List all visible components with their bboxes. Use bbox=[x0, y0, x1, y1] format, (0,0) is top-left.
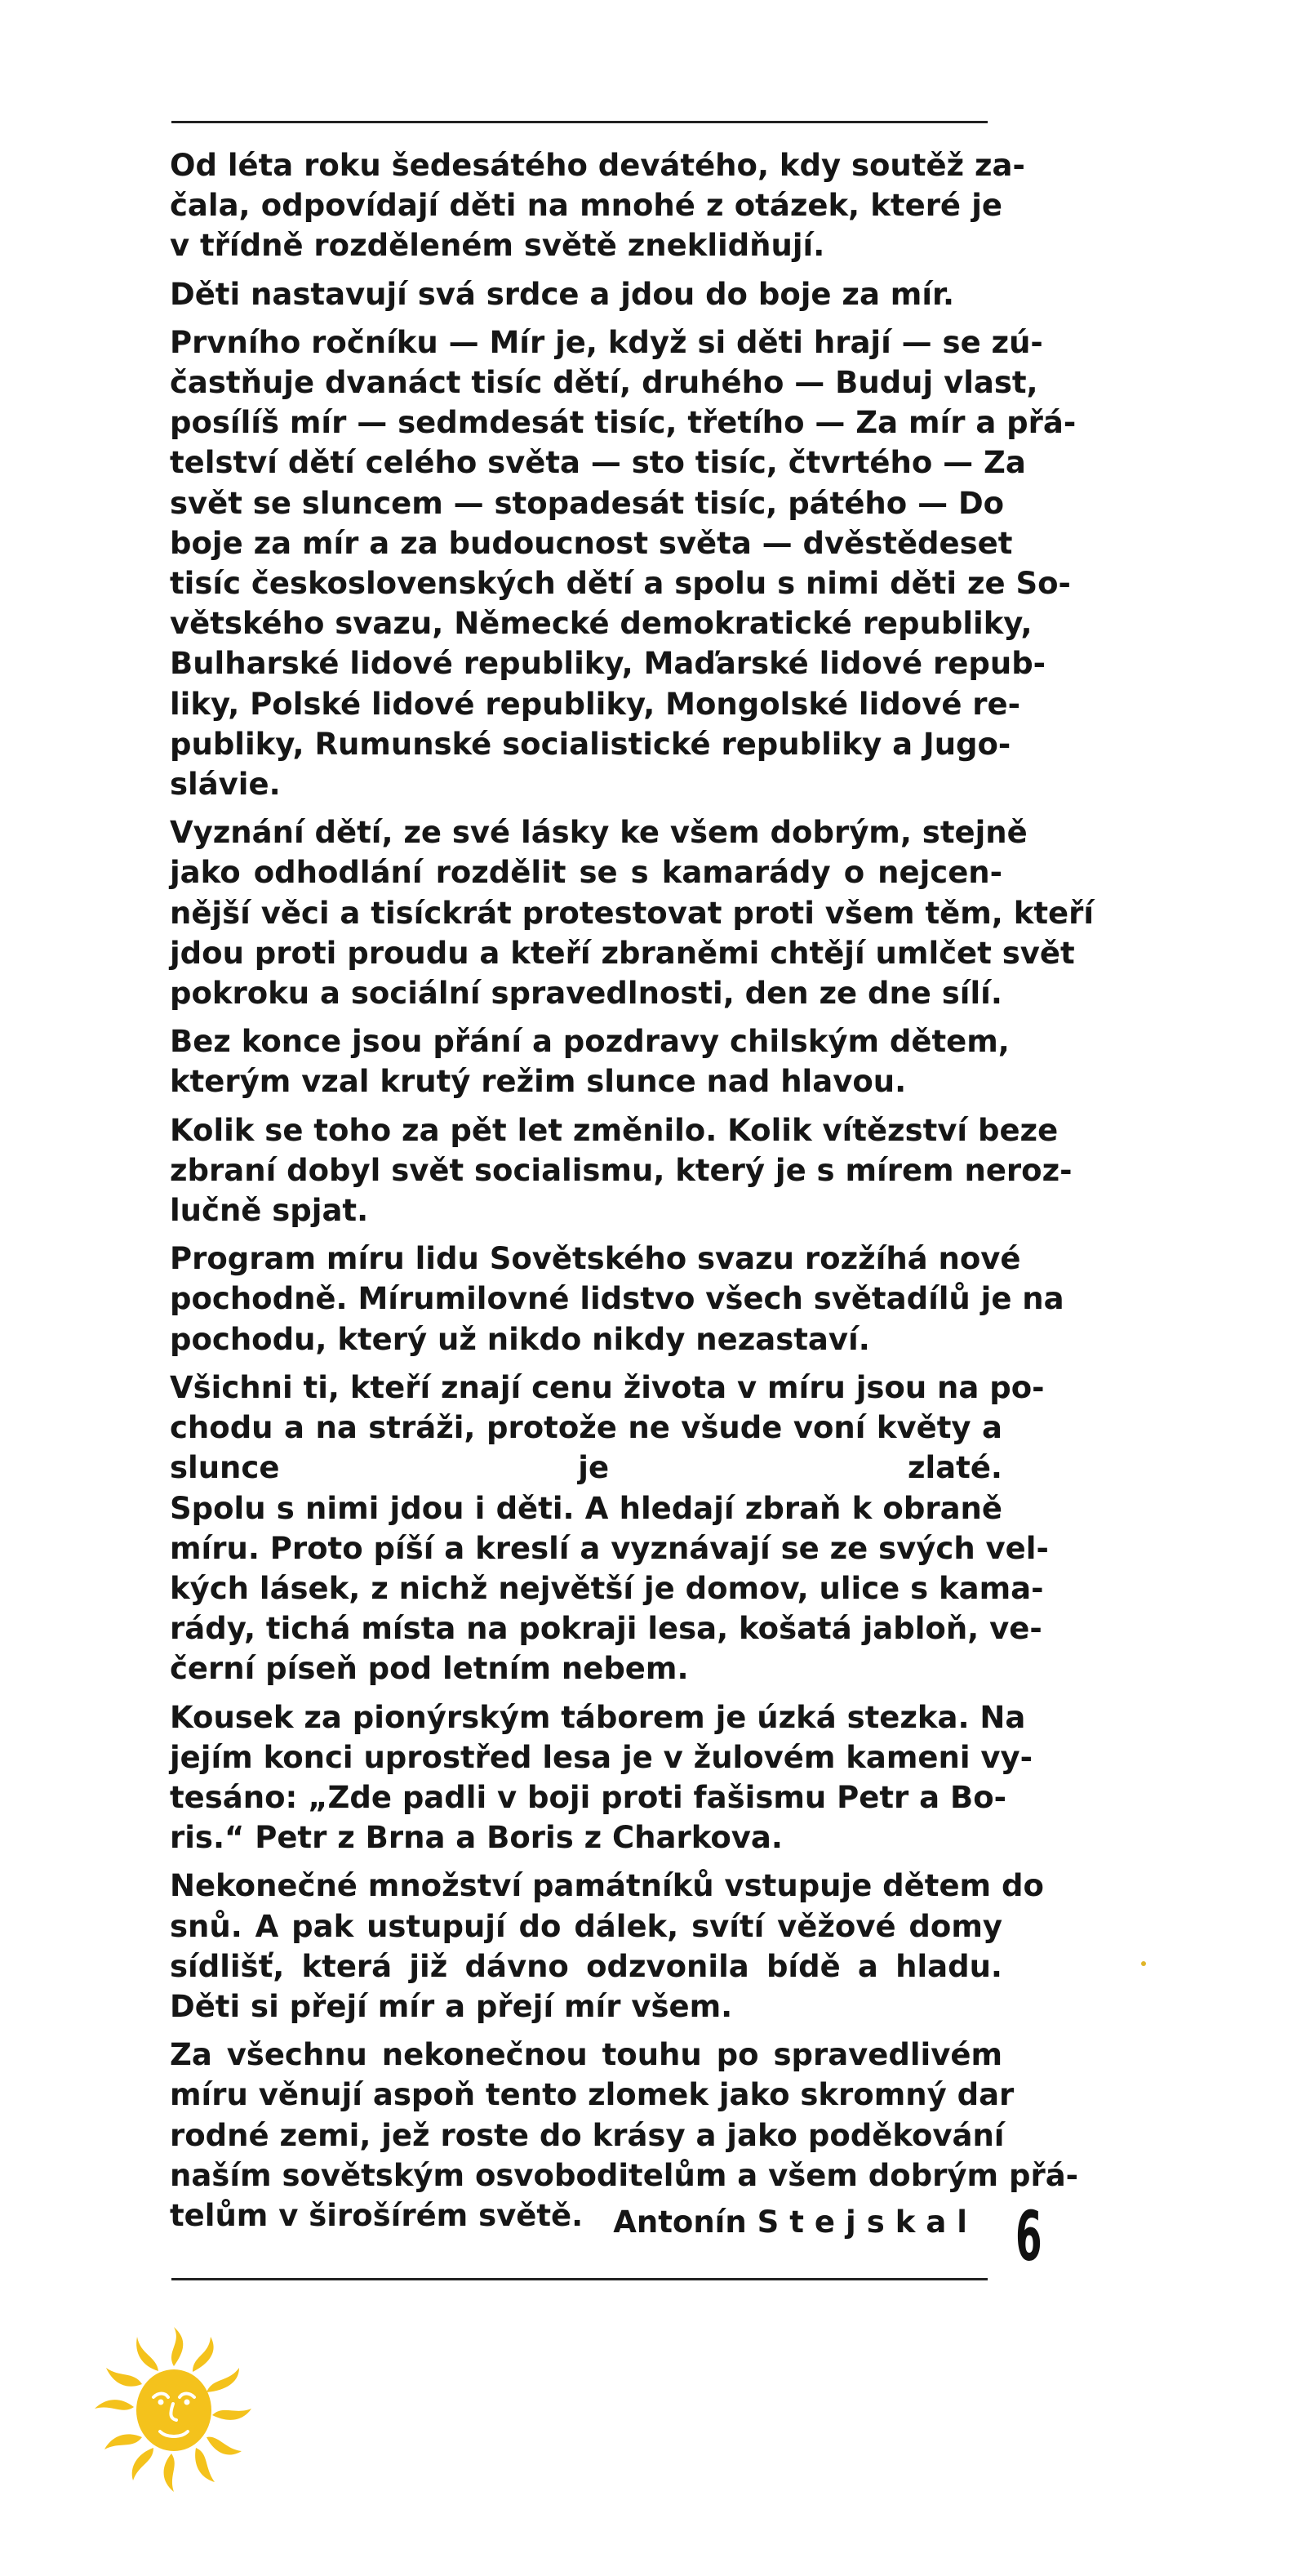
text-line: rodné zemi, jež roste do krásy a jako poděkování bbox=[170, 2117, 1005, 2153]
text-line: pokroku a sociální spravedlnosti, den ze dne sílí. bbox=[170, 976, 1002, 1012]
text-line: černí píseň pod letním nebem. bbox=[170, 1651, 689, 1687]
paragraph bbox=[170, 1368, 1049, 1689]
text-line: Bez konce jsou přání a pozdravy chilským dětem, bbox=[170, 1024, 1010, 1060]
text-line: nější věci a tisíckrát protestovat proti všem těm, kteří bbox=[170, 895, 1095, 931]
text-line: Vyznání dětí, ze své lásky ke všem dobrým, stejně bbox=[170, 815, 1028, 851]
paragraph bbox=[170, 1866, 1044, 2027]
text-line: jejím konci uprostřed lesa je v žulovém kameni vy- bbox=[170, 1739, 1033, 1775]
text-line: Za všechnu nekonečnou touhu po spravedlivém bbox=[170, 2037, 1002, 2073]
text-line: Nekonečné množství památníků vstupuje dětem do bbox=[170, 1868, 1044, 1904]
article-body bbox=[170, 145, 1095, 2244]
bottom-rule bbox=[171, 2278, 988, 2280]
text-line: větského svazu, Německé demokratické republiky, bbox=[170, 606, 1033, 642]
text-line: rády, tichá místa na pokraji lesa, košatá jabloň, ve- bbox=[170, 1611, 1042, 1647]
text-line: Od léta roku šedesátého devátého, kdy soutěž za- bbox=[170, 148, 1025, 183]
sun-face-icon bbox=[88, 2319, 260, 2498]
text-line: pochodně. Mírumilovné lidstvo všech světadílů je na bbox=[170, 1281, 1064, 1317]
text-line: čala, odpovídají děti na mnohé z otázek, které je bbox=[170, 188, 1002, 224]
text-line: tesáno: „Zde padli v boji proti fašismu Petr a Bo- bbox=[170, 1779, 1006, 1815]
text-line: jdou proti proudu a kteří zbraněmi chtějí umlčet svět bbox=[170, 935, 1075, 971]
text-line: Program míru lidu Sovětského svazu rozžíhá nové bbox=[170, 1241, 1021, 1277]
text-line: naším sovětským osvoboditelům a všem dobrým přá- bbox=[170, 2157, 1079, 2193]
text-line: slávie. bbox=[170, 767, 281, 803]
text-line: míru věnují aspoň tento zlomek jako skromný dar bbox=[170, 2077, 1015, 2113]
text-line: telům v širošírém světě. bbox=[170, 2197, 584, 2233]
page-number: 6 bbox=[1015, 2196, 1042, 2276]
text-line: míru. Proto píší a kreslí a vyznávají se ze svých vel- bbox=[170, 1530, 1049, 1566]
text-line: pochodu, který už nikdo nikdy nezastaví. bbox=[170, 1321, 870, 1357]
text-line: publiky, Rumunské socialistické republiky a Jugo- bbox=[170, 726, 1011, 762]
paragraph bbox=[170, 1021, 1010, 1101]
text-line: jako odhodlání rozdělit se s kamarády o nejcen- bbox=[170, 855, 1002, 891]
text-line: lučně spjat. bbox=[170, 1193, 369, 1229]
text-line: chodu a na stráži, protože ne všude voní květy a bbox=[170, 1410, 1002, 1446]
text-line: v třídně rozděleném světě zneklidňují. bbox=[170, 228, 825, 264]
text-line: posílíš mír — sedmdesát tisíc, třetího — Za mír a přá- bbox=[170, 405, 1077, 441]
text-line: zbraní dobyl svět socialismu, který je s mírem neroz- bbox=[170, 1152, 1073, 1188]
text-line: slunce je zlaté. bbox=[170, 1450, 1002, 1486]
signature bbox=[613, 2205, 978, 2240]
text-line: častňuje dvanáct tisíc dětí, druhého — Buduj vlast, bbox=[170, 365, 1038, 401]
text-line: ris.“ Petr z Brna a Boris z Charkova. bbox=[170, 1820, 783, 1856]
paragraph bbox=[170, 812, 1095, 1013]
signature-first-name: Antonín bbox=[613, 2205, 747, 2240]
text-line: liky, Polské lidové republiky, Mongolské lidové re- bbox=[170, 686, 1020, 722]
paragraph bbox=[170, 323, 1077, 804]
text-line: kých lásek, z nichž největší je domov, ulice s kama- bbox=[170, 1570, 1044, 1606]
text-line: Spolu s nimi jdou i děti. A hledají zbraň k obraně bbox=[170, 1490, 1002, 1526]
text-line: tisíc československých dětí a spolu s nimi děti ze So- bbox=[170, 566, 1071, 602]
text-line: Prvního ročníku — Mír je, když si děti hrají — se zú- bbox=[170, 324, 1043, 360]
text-line: Děti nastavují svá srdce a jdou do boje za mír. bbox=[170, 276, 955, 312]
text-line: Kolik se toho za pět let změnilo. Kolik vítězství beze bbox=[170, 1112, 1059, 1148]
paragraph bbox=[170, 1239, 1064, 1359]
text-line: kterým vzal krutý režim slunce nad hlavou. bbox=[170, 1064, 907, 1100]
signature-last-name: Stejskal bbox=[757, 2205, 978, 2240]
top-rule bbox=[171, 121, 988, 123]
paragraph bbox=[170, 145, 1025, 266]
text-line: Bulharské lidové republiky, Maďarské lidové repub- bbox=[170, 646, 1046, 682]
paragraph bbox=[170, 1697, 1033, 1858]
text-line: sídlišť, která již dávno odzvonila bídě a hladu. bbox=[170, 1948, 1002, 1984]
yellow-speck bbox=[1141, 1961, 1146, 1966]
text-line: Všichni ti, kteří znají cenu života v míru jsou na po- bbox=[170, 1369, 1045, 1405]
text-line: telství dětí celého světa — sto tisíc, čtvrtého — Za bbox=[170, 445, 1026, 481]
text-line: Kousek za pionýrským táborem je úzká stezka. Na bbox=[170, 1699, 1026, 1735]
text-line: boje za mír a za budoucnost světa — dvěstědeset bbox=[170, 525, 1013, 561]
paragraph bbox=[170, 1110, 1073, 1231]
text-line: Děti si přejí mír a přejí mír všem. bbox=[170, 1988, 733, 2024]
text-line: svět se sluncem — stopadesát tisíc, pátého — Do bbox=[170, 485, 1005, 521]
text-line: snů. A pak ustupují do dálek, svítí věžové domy bbox=[170, 1908, 1002, 1944]
paragraph bbox=[170, 274, 1002, 314]
